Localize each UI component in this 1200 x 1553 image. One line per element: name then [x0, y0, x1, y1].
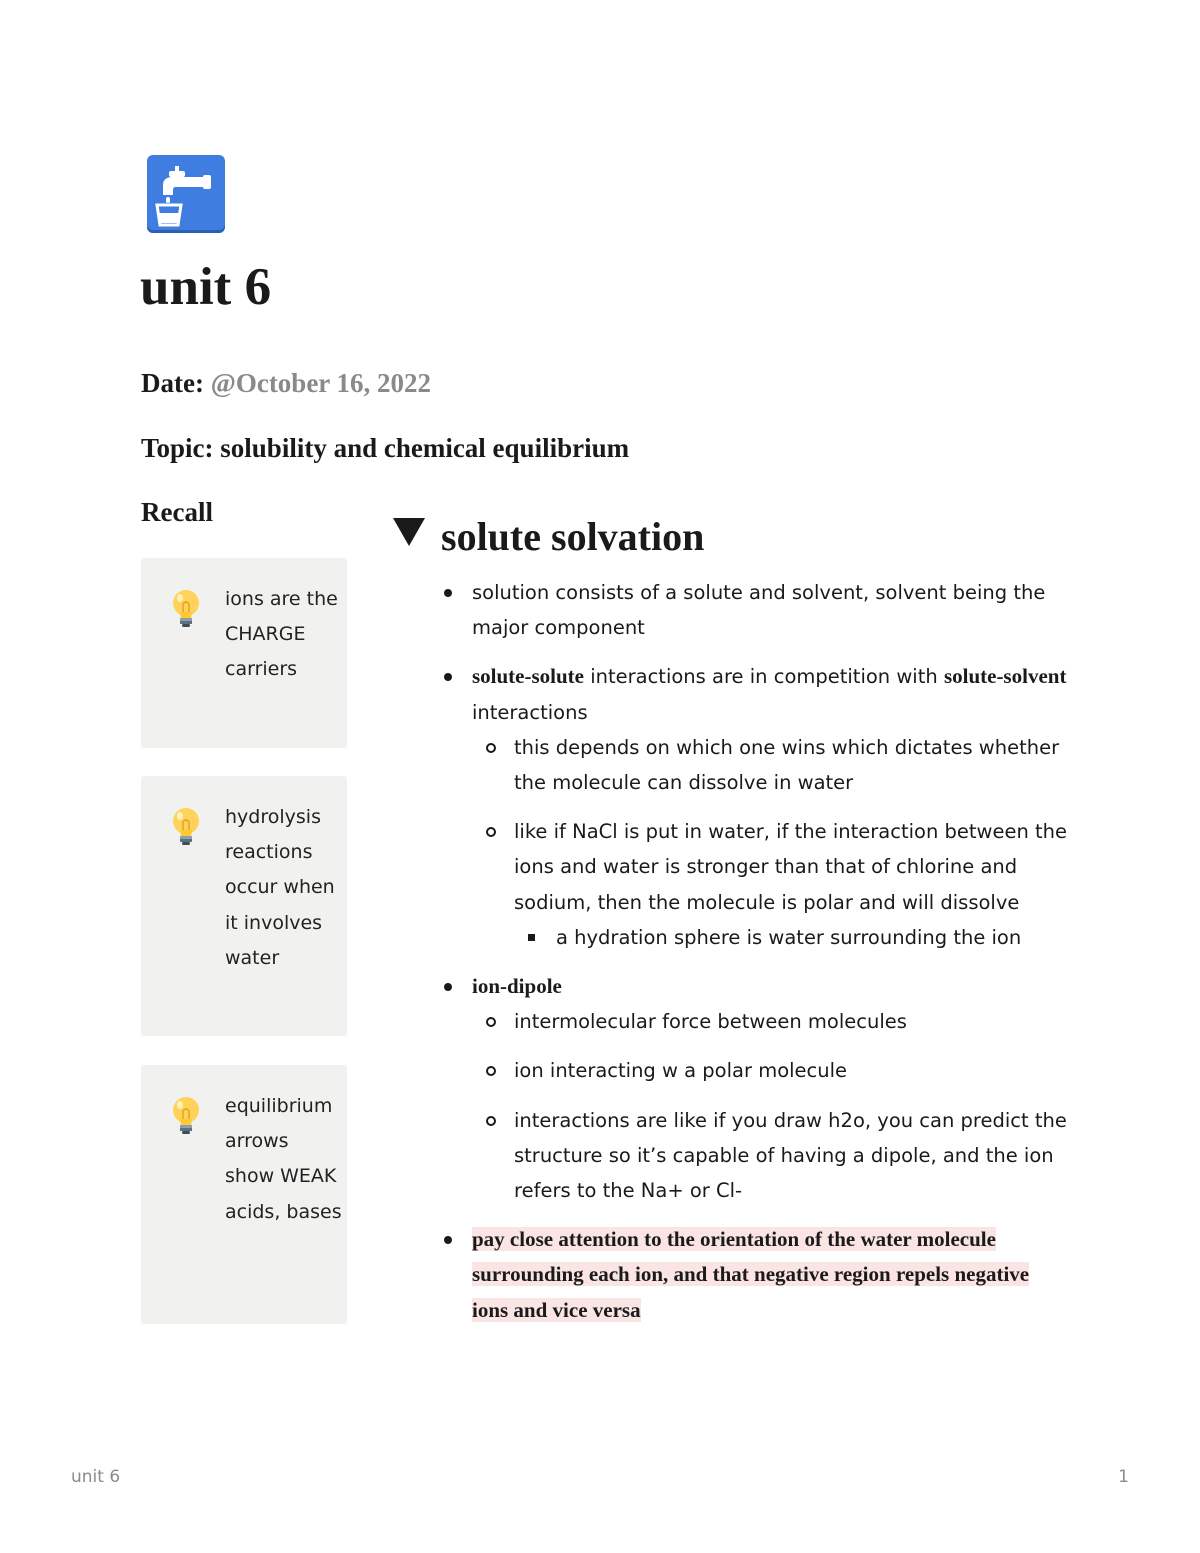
list-item	[472, 814, 1070, 955]
list-item	[430, 969, 1070, 1208]
bold-term: solute-solvent	[943, 664, 1067, 689]
list-item	[514, 920, 1070, 955]
bullet-text: interactions	[472, 700, 588, 724]
date-label: Date:	[141, 368, 204, 398]
page-title: unit 6	[140, 258, 272, 316]
bullet-text: this depends on which one wins which dictates whether the molecule can dissolve in water	[514, 735, 1060, 795]
bullet-text: ion interacting w a polar molecule	[514, 1059, 848, 1083]
callout-text: ions are the CHARGE carriers	[225, 588, 338, 681]
topic-value: solubility and chemical equilibrium	[220, 433, 630, 463]
callout	[141, 776, 347, 1036]
bold-term: ion-dipole	[472, 974, 562, 999]
footer-page-number: 1	[1118, 1467, 1129, 1487]
bold-term: solute-solute	[472, 664, 584, 689]
list-item	[430, 1222, 1070, 1328]
footer-doc-title: unit 6	[71, 1467, 121, 1487]
list-item	[430, 575, 1070, 645]
lightbulb-icon	[169, 1095, 203, 1137]
callout	[141, 1065, 347, 1324]
lightbulb-icon	[169, 806, 203, 848]
bullet-text: interactions are in competition with	[584, 665, 944, 689]
date-value[interactable]: @October 16, 2022	[210, 368, 432, 398]
recall-heading: Recall	[141, 497, 213, 527]
lightbulb-icon	[169, 588, 203, 630]
callout-text: hydrolysis reactions occur when it involves water	[225, 806, 335, 969]
list-item	[472, 1103, 1070, 1209]
bullet-text: intermolecular force between molecules	[514, 1010, 907, 1034]
property-topic	[141, 430, 629, 466]
toggle-solute-solvation[interactable]	[393, 512, 704, 562]
bullet-text: interactions are like if you draw h2o, you can predict the structure so it’s capable of having a dipole, and the ion refers to the Na+ or Cl-	[514, 1108, 1067, 1203]
list-item	[430, 659, 1070, 955]
potable-water-icon	[147, 155, 225, 233]
property-date	[141, 365, 431, 401]
topic-label: Topic:	[141, 433, 214, 463]
section-heading: solute solvation	[441, 514, 705, 559]
bullet-text: like if NaCl is put in water, if the interaction between the ions and water is stronger than that of chlorine and sodium, then the molecule is polar and will dissolve	[514, 820, 1068, 914]
list-item	[472, 1053, 1070, 1088]
section-content	[430, 575, 1070, 1342]
bullet-text: solution consists of a solute and solvent, solvent being the major component	[472, 581, 1046, 640]
highlighted-text: pay close attention to the orientation of the water molecule surrounding each ion, and that negative region repels negative ions and vice versa	[472, 1227, 1030, 1322]
bullet-text: a hydration sphere is water surrounding the ion	[556, 925, 1022, 949]
callout	[141, 558, 347, 748]
toggle-triangle-icon[interactable]	[393, 518, 425, 546]
list-item	[472, 730, 1070, 800]
list-item	[472, 1004, 1070, 1039]
callout-text: equilibrium arrows show WEAK acids, bases	[225, 1095, 342, 1223]
